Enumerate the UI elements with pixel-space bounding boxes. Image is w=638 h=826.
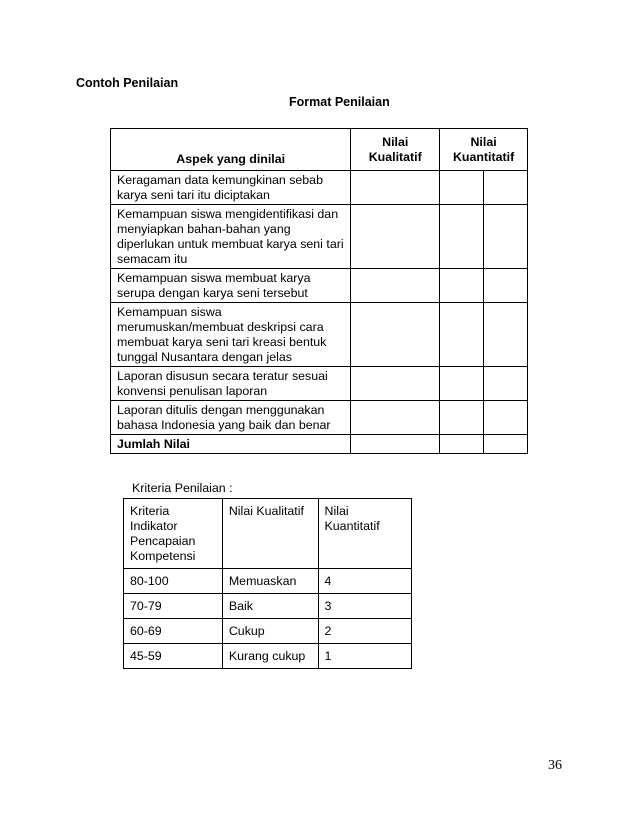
assessment-table <box>110 128 528 454</box>
criteria-label: Kriteria Penilaian : <box>132 481 233 495</box>
aspect-cell: Kemampuan siswa membuat karya serupa dengan karya seni tersebut <box>111 269 351 303</box>
aspect-cell: Keragaman data kemungkinan sebab karya seni tari itu diciptakan <box>111 171 351 205</box>
empty-cell <box>351 435 440 454</box>
page-number: 36 <box>548 758 562 773</box>
criteria-range: 80-100 <box>124 569 223 594</box>
aspect-cell: Laporan disusun secara teratur sesuai konvensi penulisan laporan <box>111 367 351 401</box>
criteria-kuantitatif: 1 <box>318 644 411 669</box>
empty-cell <box>440 401 484 435</box>
criteria-table <box>123 498 412 669</box>
criteria-kuantitatif: 2 <box>318 619 411 644</box>
empty-cell <box>351 205 440 269</box>
page-heading: Contoh Penilaian <box>76 76 179 90</box>
empty-cell <box>440 269 484 303</box>
criteria-row <box>124 644 412 669</box>
criteria-kualitatif: Memuaskan <box>222 569 318 594</box>
table-row <box>111 401 528 435</box>
table-row <box>111 303 528 367</box>
empty-cell <box>351 303 440 367</box>
table-row <box>111 269 528 303</box>
criteria-kualitatif: Kurang cukup <box>222 644 318 669</box>
empty-cell <box>440 303 484 367</box>
criteria-kuantitatif: 3 <box>318 594 411 619</box>
criteria-kualitatif: Cukup <box>222 619 318 644</box>
header-kuantitatif-line1: Nilai <box>470 134 497 149</box>
table-row <box>111 171 528 205</box>
empty-cell <box>484 367 528 401</box>
empty-cell <box>440 435 484 454</box>
empty-cell <box>484 435 528 454</box>
empty-cell <box>351 367 440 401</box>
criteria-range: 45-59 <box>124 644 223 669</box>
aspect-cell: Kemampuan siswa merumuskan/membuat deskripsi cara membuat karya seni tari kreasi bentuk tunggal Nusantara dengan jelas <box>111 303 351 367</box>
total-row <box>111 435 528 454</box>
table-row <box>111 205 528 269</box>
header-kualitatif-line1: Nilai <box>382 134 409 149</box>
criteria-header-indikator: Kriteria Indikator Pencapaian Kompetensi <box>124 499 223 569</box>
criteria-row <box>124 594 412 619</box>
criteria-row <box>124 619 412 644</box>
table-row <box>111 367 528 401</box>
empty-cell <box>351 171 440 205</box>
criteria-header-kuantitatif: Nilai Kuantitatif <box>318 499 411 569</box>
criteria-header-row <box>124 499 412 569</box>
criteria-kuantitatif: 4 <box>318 569 411 594</box>
empty-cell <box>440 205 484 269</box>
header-kualitatif-line2: Kualitatif <box>368 149 422 164</box>
criteria-range: 70-79 <box>124 594 223 619</box>
total-label: Jumlah Nilai <box>111 435 351 454</box>
table-header-row <box>111 129 528 171</box>
empty-cell <box>484 269 528 303</box>
aspect-cell: Laporan ditulis dengan menggunakan bahasa Indonesia yang baik dan benar <box>111 401 351 435</box>
empty-cell <box>484 205 528 269</box>
aspect-cell: Kemampuan siswa mengidentifikasi dan menyiapkan bahan-bahan yang diperlukan untuk membuat karya seni tari semacam itu <box>111 205 351 269</box>
empty-cell <box>484 401 528 435</box>
criteria-kualitatif: Baik <box>222 594 318 619</box>
header-kualitatif <box>351 129 440 171</box>
empty-cell <box>351 269 440 303</box>
header-kuantitatif <box>440 129 528 171</box>
empty-cell <box>440 171 484 205</box>
criteria-header-kualitatif: Nilai Kualitatif <box>222 499 318 569</box>
empty-cell <box>351 401 440 435</box>
format-title: Format Penilaian <box>289 95 390 109</box>
criteria-row <box>124 569 412 594</box>
criteria-range: 60-69 <box>124 619 223 644</box>
header-aspek: Aspek yang dinilai <box>111 129 351 171</box>
empty-cell <box>440 367 484 401</box>
empty-cell <box>484 303 528 367</box>
header-kuantitatif-line2: Kuantitatif <box>452 149 515 164</box>
empty-cell <box>484 171 528 205</box>
